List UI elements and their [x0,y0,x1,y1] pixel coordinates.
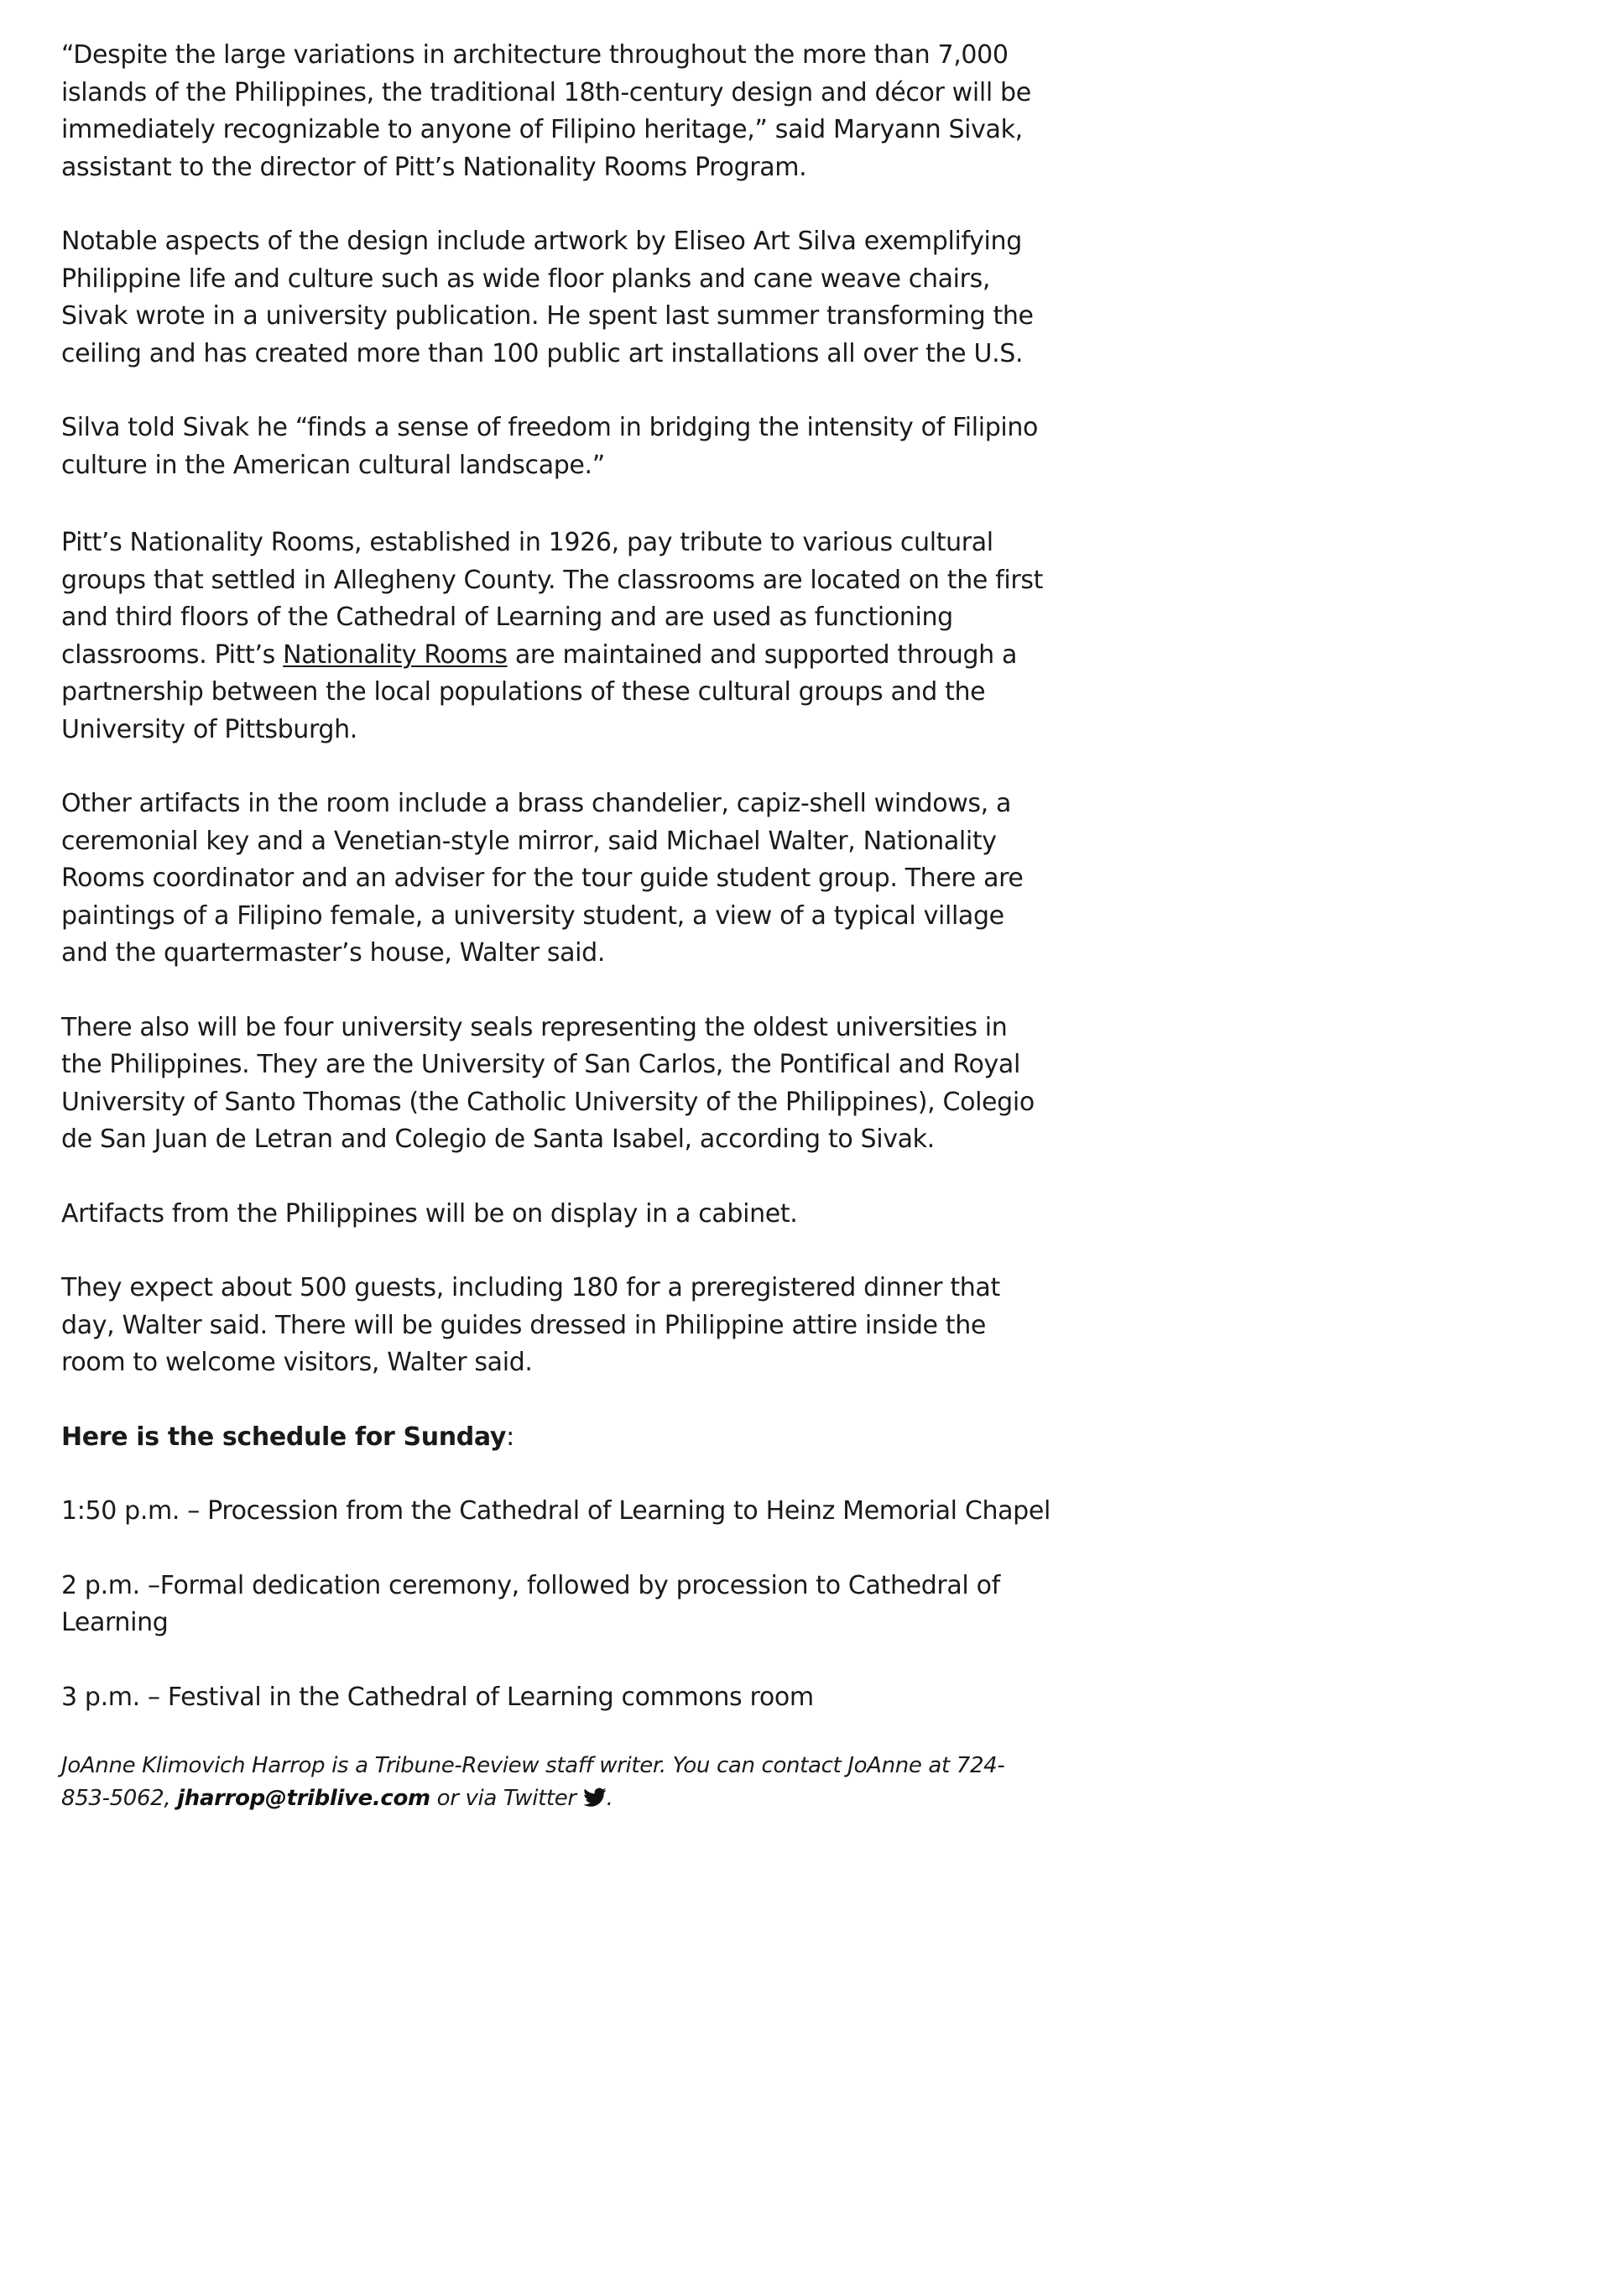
article-body [61,37,1051,1852]
schedule-heading-suffix: : [506,1422,514,1452]
author-byline [61,1750,1051,1815]
article-paragraph: Silva told Sivak he “finds a sense of freedom in bridging the intensity of Filipino culture in the American cultural landscape.” [61,413,1039,480]
nationality-rooms-paragraph [61,524,1051,749]
byline-period: . [606,1786,613,1811]
schedule-item: 2 p.m. –Formal dedication ceremony, followed by procession to Cathedral of Learning [61,1570,1000,1637]
schedule-item: 3 p.m. – Festival in the Cathedral of Learning commons room [61,1682,814,1712]
twitter-icon[interactable] [583,1787,607,1808]
article-paragraph: There also will be four university seals representing the oldest universities in the Philippines. They are the University of San Carlos, the Pontifical and Royal University of Santo Thomas (the Catholic University of the Philippines), Colegio de San Juan de Letran and Colegio de Santa Isabel, according to Sivak. [61,1012,1035,1154]
article-paragraph: Artifacts from the Philippines will be on display in a cabinet. [61,1198,798,1229]
byline-text: or via Twitter [430,1786,583,1811]
schedule-heading [61,1419,1051,1457]
article-paragraph: Other artifacts in the room include a brass chandelier, capiz-shell windows, a ceremonial key and a Venetian-style mirror, said Michael Walter, Nationality Rooms coordinator and an adviser for the tour guide student group. There are paintings of a Filipino female, a university student, a view of a typical village and the quartermaster’s house, Walter said. [61,789,1024,968]
article-paragraph: They expect about 500 guests, including 180 for a preregistered dinner that day, Walter said. There will be guides dressed in Philippine attire inside the room to welcome visitors, Walter said. [61,1273,1000,1377]
schedule-item: 1:50 p.m. – Procession from the Cathedral of Learning to Heinz Memorial Chapel [61,1496,1051,1526]
byline-text: JoAnne Klimovich Harrop is a Tribune-Review staff writer. You can contact JoAnne at 724-853-5062, [61,1753,1005,1811]
schedule-heading-text: Here is the schedule for Sunday [61,1422,507,1452]
author-email-link[interactable]: jharrop@triblive.com [177,1786,430,1811]
article-paragraph: “Despite the large variations in architecture throughout the more than 7,000 islands of the Philippines, the traditional 18th-century design and décor will be immediately recognizable to anyone of Filipino heritage,” said Maryann Sivak, assistant to the director of Pitt’s Nationality Rooms Program. [61,40,1031,182]
paragraph-text: are maintained and supported through a partnership between the local populations of these cultural groups and the University of Pittsburgh. [61,639,1018,744]
paragraph-text: Pitt’s Nationality Rooms, established in 1926, pay tribute to various cultural groups that settled in Allegheny County. The classrooms are located on the first and third floors of the Cathedral of Learning and are used as functioning classrooms. Pitt’s [61,528,1044,670]
nationality-rooms-link[interactable]: Nationality Rooms [283,639,508,670]
article-paragraph: Notable aspects of the design include artwork by Eliseo Art Silva exemplifying Philippine life and culture such as wide floor planks and cane weave chairs, Sivak wrote in a university publication. He spent last summer transforming the ceiling and has created more than 100 public art installations all over the U.S. [61,227,1034,368]
